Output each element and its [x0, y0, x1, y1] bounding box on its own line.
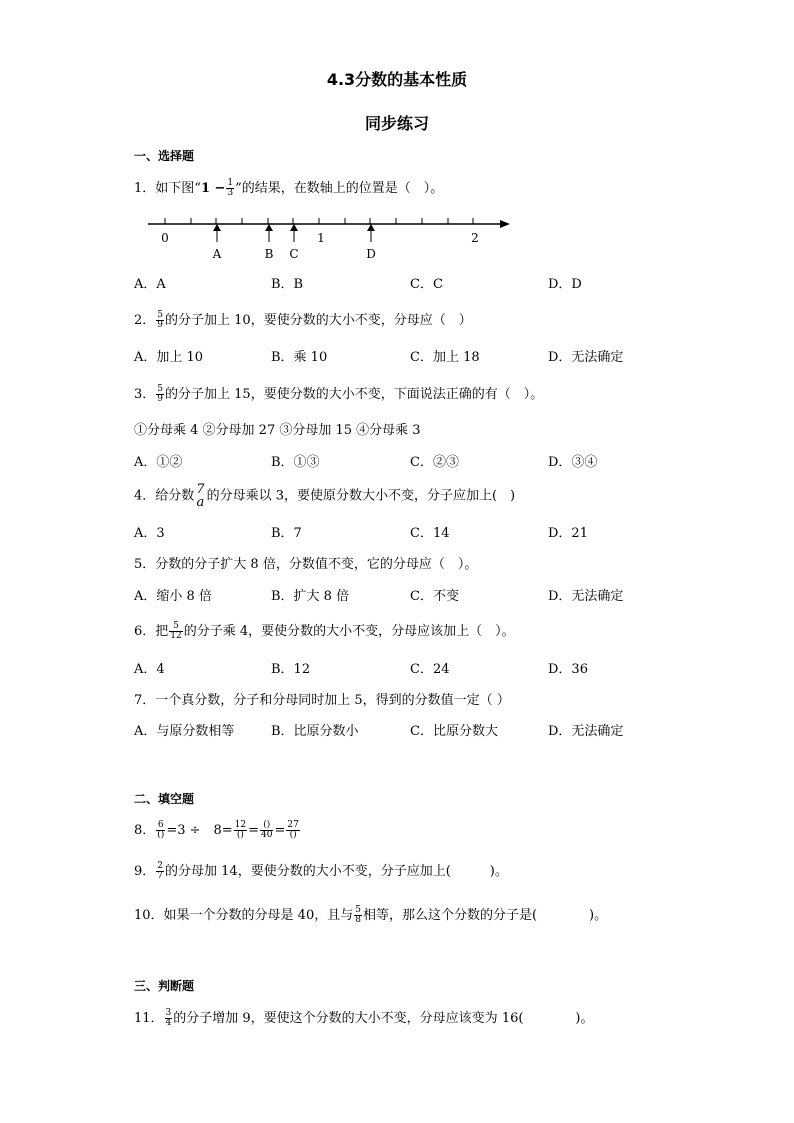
option-d[interactable]: D．③④: [548, 455, 598, 470]
fraction: 7 a: [196, 482, 205, 510]
section-heading-judge: 三、判断题: [134, 979, 195, 993]
question-3: [134, 385, 543, 404]
option-d[interactable]: D．无法确定: [548, 589, 624, 604]
question-number: 4．: [134, 488, 156, 504]
question-11: [134, 1009, 594, 1028]
option-d[interactable]: D．D: [548, 277, 582, 292]
question-5: [134, 558, 477, 571]
question-number: 2．: [134, 313, 156, 328]
option-b[interactable]: B．①③: [271, 455, 320, 470]
tick-label-1: 1: [317, 231, 325, 245]
axis-arrowhead: [500, 220, 510, 228]
page-subtitle: 同步练习: [364, 114, 429, 133]
arrow-B: [265, 224, 273, 242]
arrow-label-A: A: [212, 247, 222, 261]
question-text: 的分子加上 15，要使分数的大小不变，下面说法正确的有（ ）。: [165, 387, 544, 402]
question-text: 相等，那么这个分数的分子是( )。: [362, 908, 608, 923]
option-b[interactable]: B．扩大 8 倍: [271, 589, 350, 604]
option-b[interactable]: B．12: [271, 662, 311, 677]
option-c[interactable]: C．不变: [410, 589, 459, 604]
fraction: $\frac{5}{9}$: [157, 384, 164, 404]
arrow-D: [367, 224, 375, 242]
tick-label-0: 0: [161, 231, 169, 245]
statements: ①分母乘 4 ②分母加 27 ③分母加 15 ④分母乘 3: [134, 423, 421, 438]
expression: 1 −: [200, 181, 226, 196]
fraction: $\frac{5}{12}$: [170, 621, 182, 641]
question-text: =3 ÷ 8=: [166, 823, 233, 838]
question-number: 11．: [134, 1011, 164, 1026]
option-c[interactable]: C．C: [410, 277, 443, 292]
question-text: 给分数: [155, 488, 195, 504]
question-7: [134, 694, 510, 707]
question-1: [134, 179, 443, 198]
question-number: 1．: [134, 181, 156, 196]
option-a[interactable]: A．加上 10: [134, 350, 204, 365]
option-b[interactable]: B．B: [271, 277, 304, 292]
question-6: [134, 622, 515, 641]
fraction: $\frac{5}{9}$: [157, 310, 164, 330]
tick-label-2: 2: [471, 231, 479, 245]
arrow-A: [213, 224, 221, 242]
question-number: 3．: [134, 387, 156, 402]
question-text: 的分子乘 4，要使分数的大小不变，分母应该加上（ ）。: [183, 624, 515, 639]
question-text: ”的结果，在数轴上的位置是（ ）。: [235, 181, 444, 196]
option-a[interactable]: A．①②: [134, 455, 183, 470]
fraction: $\frac{27}{()}$: [287, 820, 299, 840]
option-c[interactable]: C．14: [410, 526, 450, 541]
option-a[interactable]: A．3: [134, 526, 165, 541]
question-number: 6．: [134, 624, 156, 639]
fraction: $\frac{2}{7}$: [157, 861, 164, 881]
question-2: [134, 311, 472, 330]
question-text: 一个真分数，分子和分母同时加上 5，得到的分数值一定（ ）: [155, 693, 510, 708]
question-10: [134, 906, 607, 925]
option-d[interactable]: D．36: [548, 662, 588, 677]
option-c[interactable]: C．比原分数大: [410, 724, 498, 739]
axis-ticks: [165, 218, 473, 224]
arrow-label-C: C: [289, 247, 299, 261]
option-d[interactable]: D．无法确定: [548, 350, 624, 365]
arrow-label-D: D: [366, 247, 376, 261]
fraction: $\frac{3}{4}$: [165, 1008, 172, 1028]
question-text: 的分母乘以 3，要使原分数大小不变，分子应加上( ): [206, 488, 516, 504]
option-d[interactable]: D．无法确定: [548, 724, 624, 739]
question-number: 5．: [134, 557, 156, 572]
option-b[interactable]: B．比原分数小: [271, 724, 359, 739]
question-9: [134, 862, 508, 881]
option-b[interactable]: B．乘 10: [271, 350, 328, 365]
option-c[interactable]: C．②③: [410, 455, 459, 470]
section-heading-choice: 一、选择题: [134, 149, 195, 163]
option-a[interactable]: A．A: [134, 277, 166, 292]
page-title: 4.3分数的基本性质: [326, 70, 468, 89]
question-text: 的分子增加 9，要使这个分数的大小不变，分母应该变为 16( )。: [173, 1011, 594, 1026]
question-text: 把: [155, 624, 169, 639]
option-a[interactable]: A．与原分数相等: [134, 724, 235, 739]
fraction: $\frac{()}{40}$: [261, 820, 273, 840]
fraction: $\frac{12}{()}$: [234, 820, 247, 840]
number-line: [140, 212, 520, 264]
question-number: 10．: [134, 908, 164, 923]
question-number: 9．: [134, 864, 156, 879]
fraction: $\frac{1}{3}$: [227, 178, 234, 198]
question-text: 分数的分子扩大 8 倍，分数值不变，它的分母应（ ）。: [155, 557, 478, 572]
option-a[interactable]: A．缩小 8 倍: [134, 589, 212, 604]
fraction: $\frac{6}{()}$: [157, 820, 165, 840]
question-number: 7．: [134, 693, 156, 708]
arrow-label-B: B: [264, 247, 274, 261]
fraction: $\frac{5}{8}$: [355, 905, 361, 925]
option-a[interactable]: A．4: [134, 662, 165, 677]
question-text: 的分母加 14，要使分数的大小不变，分子应加上( )。: [165, 864, 508, 879]
question-text: 的分子加上 10，要使分数的大小不变，分母应（ ）: [165, 313, 472, 328]
arrow-C: [290, 224, 298, 242]
question-text: 如果一个分数的分母是 40，且与: [163, 908, 354, 923]
question-8: 8． $\frac{6}{()}$ =3 ÷ 8= $\frac{12}{()}$ = $\frac{()}{40}$ = $\frac{27}{()}$: [134, 820, 299, 840]
question-4: [134, 483, 515, 509]
option-b[interactable]: B．7: [271, 526, 302, 541]
section-heading-fill: 二、填空题: [134, 792, 195, 806]
question-text: 如下图“: [155, 181, 201, 196]
option-d[interactable]: D．21: [548, 526, 588, 541]
option-c[interactable]: C．24: [410, 662, 450, 677]
question-number: 8．: [134, 823, 156, 838]
option-c[interactable]: C．加上 18: [410, 350, 480, 365]
